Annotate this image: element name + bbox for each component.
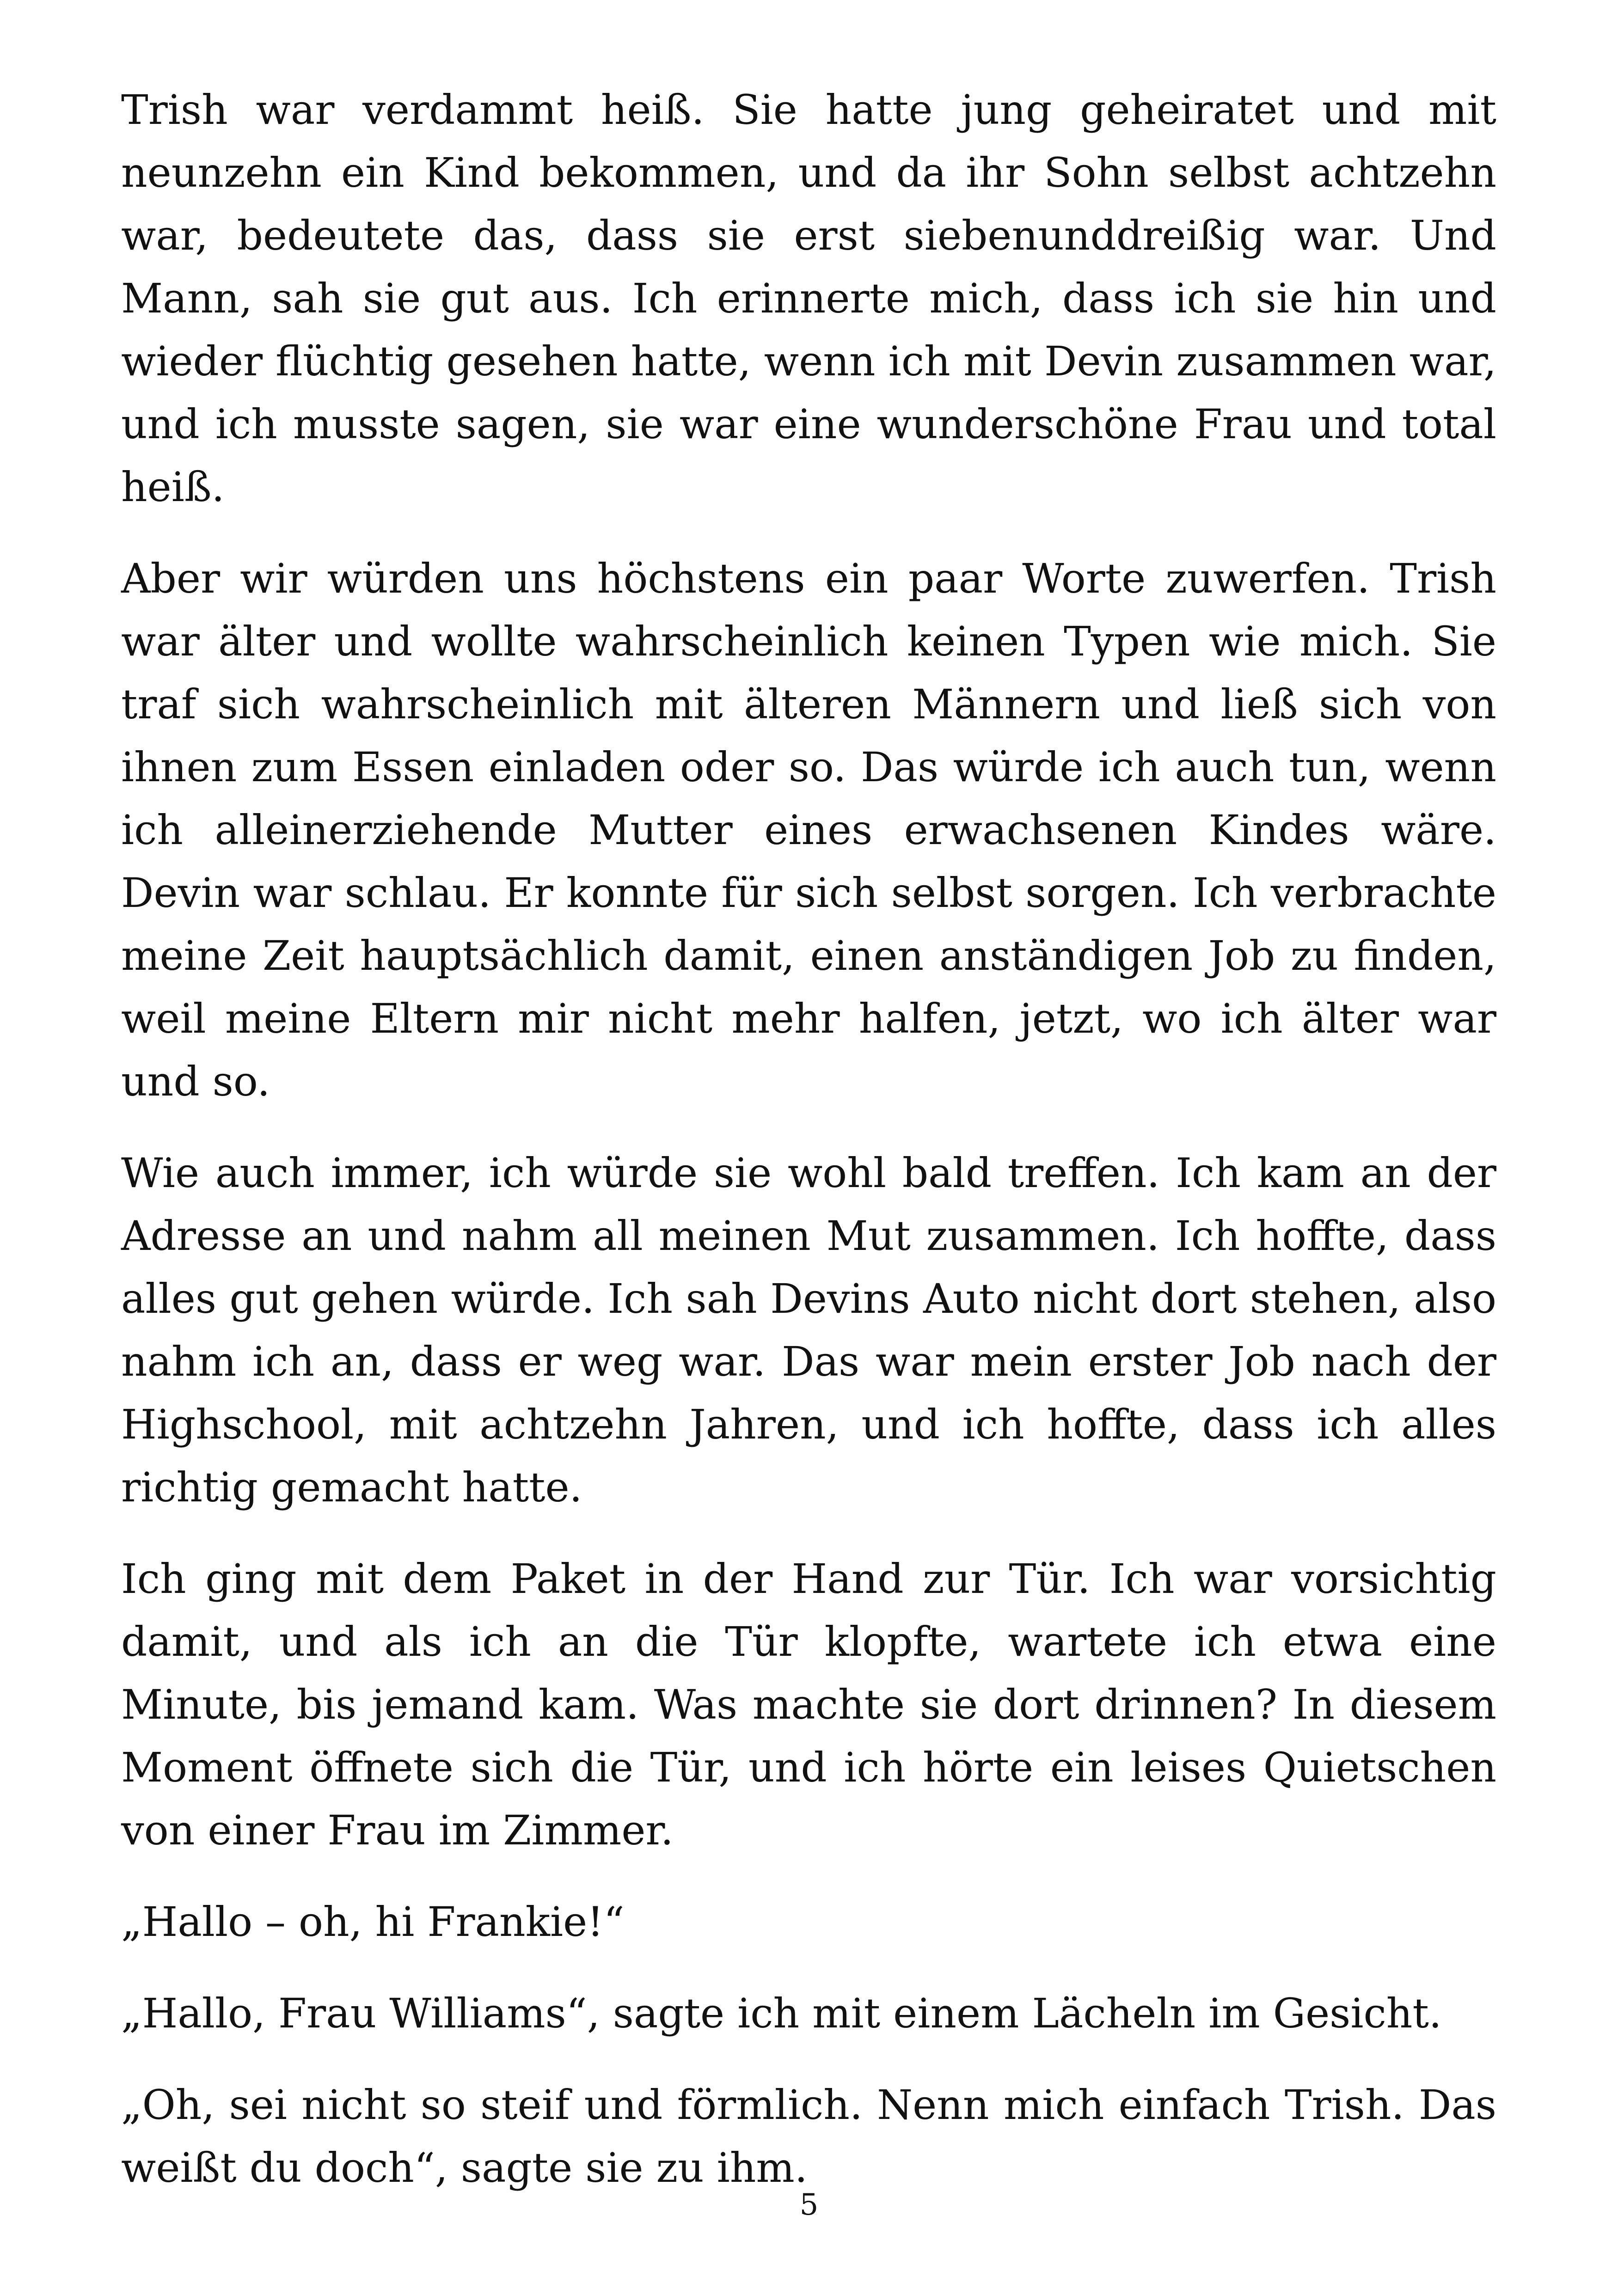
paragraph-2: Aber wir würden uns höchstens ein paar Worte zuwerfen. Trish war älter und wollte wahrscheinlich keinen Typen wie mich. Sie traf sich wahrscheinlich mit älteren Männern und ließ sich von ihnen zum Essen einladen oder so. Das würde ich auch tun, wenn ich alleinerziehende Mutter eines erwachsenen Kindes wäre. Devin war schlau. Er konnte für sich selbst sorgen. Ich verbrachte meine Zeit hauptsächlich damit, einen anständigen Job zu finden, weil meine Eltern mir nicht mehr halfen, jetzt, wo ich älter war und so. <box>121 555 1496 1105</box>
paragraph-1: Trish war verdammt heiß. Sie hatte jung geheiratet und mit neunzehn ein Kind bekommen, und da ihr Sohn selbst achtzehn war, bedeutete das, dass sie erst siebenunddreißig war. Und Mann, sah sie gut aus. Ich erinnerte mich, dass ich sie hin und wieder flüchtig gesehen hatte, wenn ich mit Devin zusammen war, und ich musste sagen, sie war eine wunderschöne Frau und total heiß. <box>121 86 1496 511</box>
paragraph-6: „Hallo, Frau Williams“, sagte ich mit einem Lächeln im Gesicht. <box>121 1990 1442 2037</box>
paragraph-7: „Oh, sei nicht so steif und förmlich. Nenn mich einfach Trish. Das weißt du doch“, sagte sie zu ihm. <box>121 2081 1496 2192</box>
page-number: 5 <box>799 2188 819 2222</box>
body-text <box>121 79 1496 2228</box>
paragraph-5: „Hallo – oh, hi Frankie!“ <box>121 1898 625 1946</box>
paragraph-3: Wie auch immer, ich würde sie wohl bald treffen. Ich kam an der Adresse an und nahm all meinen Mut zusammen. Ich hoffte, dass alles gut gehen würde. Ich sah Devins Auto nicht dort stehen, also nahm ich an, dass er weg war. Das war mein erster Job nach der Highschool, mit achtzehn Jahren, und ich hoffte, dass ich alles richtig gemacht hatte. <box>121 1149 1496 1511</box>
paragraph-4: Ich ging mit dem Paket in der Hand zur Tür. Ich war vorsichtig damit, und als ich an die Tür klopfte, wartete ich etwa eine Minute, bis jemand kam. Was machte sie dort drinnen? In diesem Moment öffnete sich die Tür, und ich hörte ein leises Quietschen von einer Frau im Zimmer. <box>121 1555 1496 1854</box>
